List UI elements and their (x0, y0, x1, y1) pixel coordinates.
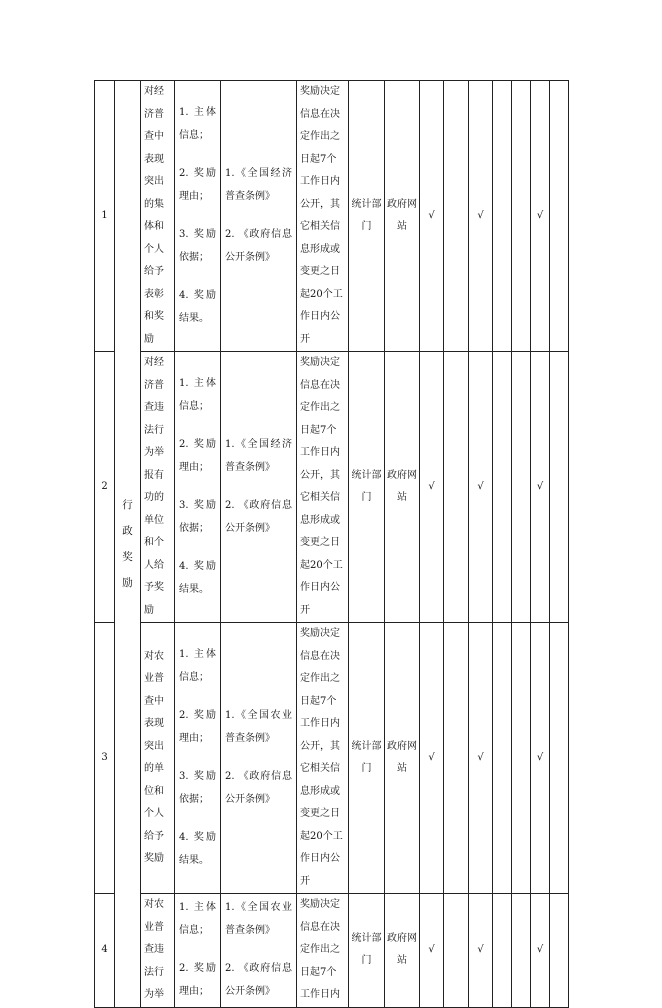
timing-cell (297, 81, 349, 352)
matter-text: 对农业普查中表现突出的单位和个人给予奖励 (144, 650, 164, 864)
matter-cell (141, 894, 175, 1008)
channel-cell: 政府网站 (385, 352, 420, 623)
basis-item: 1.《全国经济普查条例》 (225, 168, 292, 202)
subject-cell: 统计部门 (349, 623, 385, 894)
check-cell (444, 81, 469, 352)
check-cell: √ (531, 894, 550, 1008)
check-cell (493, 894, 512, 1008)
row-number: 2 (95, 352, 115, 623)
basis-cell (221, 81, 297, 352)
content-item: 4. 奖励结果。 (179, 290, 216, 324)
matter-text: 对农业普查违法行为举 (144, 899, 164, 1000)
subject-cell: 统计部门 (349, 352, 385, 623)
row-number: 3 (95, 623, 115, 894)
check-cell (493, 623, 512, 894)
table-row (95, 623, 569, 894)
basis-cell (221, 623, 297, 894)
basis-cell (221, 352, 297, 623)
check-cell (550, 81, 569, 352)
content-item: 2. 奖励理由； (179, 963, 216, 997)
content-item: 3. 奖励依据； (179, 229, 216, 263)
matter-cell (141, 623, 175, 894)
check-cell: √ (420, 352, 444, 623)
category-label (115, 492, 140, 596)
timing-text: 奖励决定信息在决定作出之日起7个工作日内公开，其它相关信息形成或变更之日起20个工作日内公开 (300, 628, 343, 887)
timing-cell (297, 352, 349, 623)
content-item: 1. 主体信息； (179, 378, 216, 412)
check-cell: √ (531, 352, 550, 623)
check-cell (493, 81, 512, 352)
check-cell (512, 894, 531, 1008)
check-cell: √ (469, 352, 493, 623)
check-cell: √ (531, 81, 550, 352)
timing-text: 奖励决定信息在决定作出之日起7个工作日内公开，其它相关信息形成或变更之日起20个工作日内公开 (300, 357, 343, 616)
check-cell (493, 352, 512, 623)
check-cell (550, 894, 569, 1008)
matter-cell (141, 81, 175, 352)
category-char: 政 (122, 524, 133, 537)
basis-item: 2. 《政府信息公开条例》 (225, 963, 292, 997)
content-item: 2. 奖励理由； (179, 168, 216, 202)
timing-cell (297, 623, 349, 894)
check-cell (512, 623, 531, 894)
channel-cell: 政府网站 (385, 894, 420, 1008)
timing-text: 奖励决定信息在决定作出之日起7个工作日内 (300, 899, 340, 1000)
check-cell: √ (420, 894, 444, 1008)
check-cell: √ (531, 623, 550, 894)
basis-item: 1.《全国农业普查条例》 (225, 710, 292, 744)
category-char: 奖 (122, 550, 133, 563)
matter-cell (141, 352, 175, 623)
check-cell (512, 352, 531, 623)
table-row (95, 352, 569, 623)
content-item: 3. 奖励依据； (179, 771, 216, 805)
channel-cell: 政府网站 (385, 623, 420, 894)
category-cell (115, 81, 141, 1008)
table-row (95, 81, 569, 352)
basis-cell (221, 894, 297, 1008)
check-cell: √ (469, 81, 493, 352)
category-char: 行 (122, 498, 133, 511)
subject-cell: 统计部门 (349, 894, 385, 1008)
content-cell (175, 81, 221, 352)
basis-item: 2. 《政府信息公开条例》 (225, 500, 292, 534)
basis-item: 1.《全国经济普查条例》 (225, 439, 292, 473)
category-char: 励 (122, 576, 133, 589)
timing-text: 奖励决定信息在决定作出之日起7个工作日内公开，其它相关信息形成或变更之日起20个工作日内公开 (300, 86, 343, 345)
basis-item: 2. 《政府信息公开条例》 (225, 771, 292, 805)
check-cell (550, 623, 569, 894)
check-cell: √ (420, 623, 444, 894)
basis-item: 1.《全国农业普查条例》 (225, 902, 292, 936)
content-item: 3. 奖励依据； (179, 500, 216, 534)
check-cell (444, 623, 469, 894)
check-cell (444, 352, 469, 623)
matter-text: 对经济普查中表现突出的集体和个人给予表彰和奖励 (144, 86, 164, 345)
row-number: 1 (95, 81, 115, 352)
matter-text: 对经济普查违法行为举报有功的单位和个人给予奖励 (144, 357, 164, 616)
check-cell: √ (420, 81, 444, 352)
basis-item: 2. 《政府信息公开条例》 (225, 229, 292, 263)
channel-cell: 政府网站 (385, 81, 420, 352)
content-item: 4. 奖励结果。 (179, 561, 216, 595)
check-cell (512, 81, 531, 352)
content-item: 2. 奖励理由； (179, 710, 216, 744)
table-row (95, 894, 569, 1008)
content-cell (175, 623, 221, 894)
check-cell: √ (469, 894, 493, 1008)
content-item: 1. 主体信息； (179, 649, 216, 683)
content-item: 4. 奖励结果。 (179, 832, 216, 866)
content-cell (175, 894, 221, 1008)
check-cell (550, 352, 569, 623)
content-item: 2. 奖励理由； (179, 439, 216, 473)
content-cell (175, 352, 221, 623)
check-cell (444, 894, 469, 1008)
subject-cell: 统计部门 (349, 81, 385, 352)
content-item: 1. 主体信息； (179, 107, 216, 141)
disclosure-table (94, 80, 569, 1008)
row-number: 4 (95, 894, 115, 1008)
timing-cell (297, 894, 349, 1008)
content-item: 1. 主体信息； (179, 902, 216, 936)
check-cell: √ (469, 623, 493, 894)
